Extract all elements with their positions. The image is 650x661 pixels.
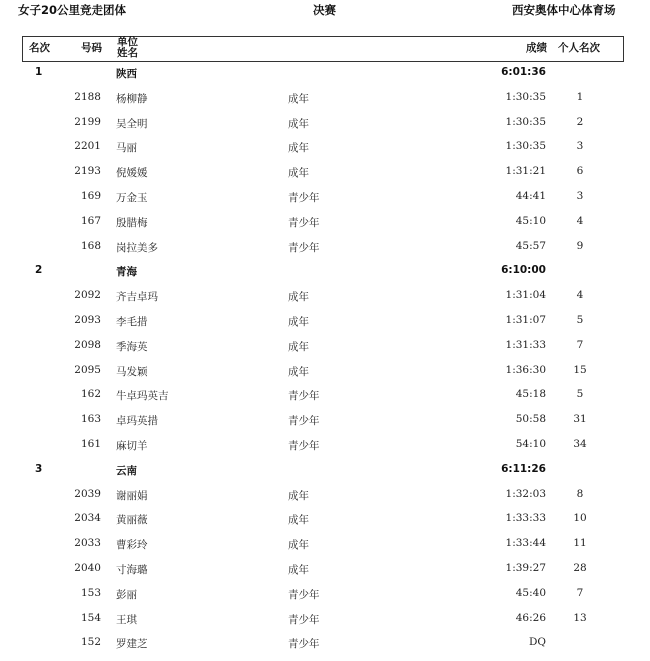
athlete-place: 8 — [576, 487, 584, 500]
athlete-name: 齐吉卓玛 — [116, 291, 158, 304]
athlete-time: 1:31:07 — [505, 314, 546, 326]
athlete-name: 彭丽 — [116, 588, 137, 601]
athlete-name: 麻切羊 — [116, 440, 148, 452]
athlete-row — [0, 337, 650, 355]
athlete-place: 7 — [576, 338, 584, 351]
athlete-row — [0, 362, 650, 380]
team-time: 6:11:26 — [501, 462, 546, 475]
team-row — [0, 461, 650, 479]
athlete-row — [0, 411, 650, 429]
athlete-time: 1:31:04 — [505, 289, 546, 302]
athlete-row — [0, 510, 650, 528]
athlete-name: 罗建芝 — [116, 638, 148, 651]
athlete-place: 5 — [576, 388, 584, 401]
athlete-category: 成年 — [288, 539, 309, 552]
athlete-name: 寸海璐 — [116, 564, 148, 576]
athlete-bib: 2095 — [74, 363, 101, 376]
athlete-row — [0, 138, 650, 156]
athlete-category: 青少年 — [288, 588, 320, 601]
athlete-row — [0, 163, 650, 181]
athlete-category: 成年 — [288, 117, 309, 130]
athlete-name: 曹彩玲 — [116, 539, 148, 552]
round-title: 决赛 — [313, 3, 336, 17]
col-name-label: 姓名 — [117, 47, 138, 59]
athlete-bib: 2199 — [74, 115, 101, 128]
athlete-time: 45:57 — [515, 239, 546, 252]
team-name: 云南 — [116, 464, 137, 477]
athlete-row — [0, 287, 650, 305]
athlete-time: 1:33:44 — [505, 537, 546, 550]
athlete-name: 吴全明 — [116, 117, 148, 130]
athlete-row — [0, 486, 650, 504]
team-rank: 1 — [35, 66, 43, 78]
athlete-time: 45:40 — [515, 586, 546, 599]
athlete-category: 青少年 — [288, 613, 320, 626]
athlete-bib: 167 — [80, 214, 101, 227]
athlete-time: 1:39:27 — [505, 562, 546, 574]
athlete-row — [0, 634, 650, 652]
athlete-category: 成年 — [288, 92, 309, 105]
athlete-row — [0, 188, 650, 206]
athlete-name: 杨柳静 — [116, 92, 148, 105]
athlete-bib: 161 — [80, 438, 101, 450]
athlete-time: 1:30:35 — [505, 115, 546, 128]
athlete-bib: 2092 — [74, 289, 101, 302]
athlete-category: 青少年 — [288, 241, 320, 254]
athlete-time: 45:10 — [515, 214, 546, 227]
athlete-category: 青少年 — [288, 216, 320, 229]
athlete-row — [0, 610, 650, 628]
athlete-bib: 153 — [80, 586, 101, 599]
athlete-place: 3 — [576, 140, 584, 153]
athlete-place: 3 — [576, 190, 584, 202]
athlete-time: 50:58 — [515, 413, 546, 426]
team-rank: 3 — [35, 462, 43, 475]
athlete-category: 成年 — [288, 489, 309, 502]
team-name: 陕西 — [116, 68, 137, 80]
event-title: 女子20公里竞走团体 — [18, 3, 127, 17]
athlete-bib: 162 — [80, 388, 101, 401]
athlete-place: 9 — [576, 239, 584, 252]
athlete-name: 李毛措 — [116, 316, 148, 328]
athlete-name: 谢丽娟 — [116, 489, 148, 502]
athlete-place: 6 — [576, 165, 584, 178]
team-time: 6:01:36 — [501, 66, 546, 78]
athlete-time: 1:33:33 — [505, 512, 546, 525]
athlete-bib: 2040 — [74, 562, 101, 574]
venue-title: 西安奥体中心体育场 — [512, 3, 616, 17]
athlete-bib: 152 — [80, 636, 101, 649]
athlete-time: 1:36:30 — [505, 363, 546, 376]
athlete-bib: 168 — [80, 239, 101, 252]
athlete-name: 季海英 — [116, 340, 148, 353]
athlete-time: DQ — [528, 636, 546, 649]
athlete-bib: 2033 — [74, 537, 101, 550]
col-rank: 名次 — [29, 42, 50, 54]
athlete-place: 28 — [573, 562, 587, 574]
athlete-name: 岗拉美多 — [116, 241, 158, 254]
athlete-time: 45:18 — [515, 388, 546, 401]
athlete-place: 11 — [573, 537, 587, 550]
athlete-category: 青少年 — [288, 415, 320, 428]
athlete-place: 5 — [576, 314, 584, 326]
athlete-bib: 2093 — [74, 314, 101, 326]
athlete-name: 卓玛英措 — [116, 415, 158, 428]
team-row — [0, 64, 650, 82]
athlete-row — [0, 535, 650, 553]
athlete-category: 成年 — [288, 291, 309, 304]
athlete-name: 黄丽薇 — [116, 514, 148, 527]
athlete-row — [0, 585, 650, 603]
team-time: 6:10:00 — [501, 264, 546, 277]
athlete-row — [0, 386, 650, 404]
athlete-category: 青少年 — [288, 638, 320, 651]
athlete-place: 10 — [573, 512, 587, 525]
athlete-time: 1:32:03 — [505, 487, 546, 500]
athlete-name: 王琪 — [116, 613, 137, 626]
athlete-place: 7 — [576, 586, 584, 599]
athlete-category: 青少年 — [288, 192, 320, 204]
athlete-row — [0, 312, 650, 330]
athlete-row — [0, 560, 650, 578]
col-result: 成绩 — [526, 42, 547, 54]
athlete-bib: 163 — [80, 413, 101, 426]
athlete-time: 1:30:35 — [505, 90, 546, 103]
athlete-time: 1:30:35 — [505, 140, 546, 153]
athlete-row — [0, 238, 650, 256]
team-name: 青海 — [116, 266, 137, 279]
athlete-bib: 2039 — [74, 487, 101, 500]
athlete-time: 54:10 — [515, 438, 546, 450]
col-individual-rank: 个人名次 — [558, 42, 600, 54]
col-bib: 号码 — [81, 42, 102, 54]
col-unit-label: 单位 — [117, 36, 138, 48]
athlete-row — [0, 114, 650, 132]
athlete-category: 青少年 — [288, 390, 320, 403]
athlete-bib: 2098 — [74, 338, 101, 351]
athlete-place: 15 — [573, 363, 587, 376]
athlete-category: 青少年 — [288, 440, 320, 452]
athlete-place: 34 — [573, 438, 587, 450]
athlete-place: 4 — [576, 214, 584, 227]
athlete-place: 13 — [573, 611, 587, 624]
athlete-name: 马丽 — [116, 142, 137, 155]
athlete-bib: 2188 — [74, 90, 101, 103]
athlete-bib: 2193 — [74, 165, 101, 178]
athlete-row — [0, 213, 650, 231]
athlete-category: 成年 — [288, 316, 309, 328]
athlete-place: 4 — [576, 289, 584, 302]
athlete-time: 1:31:33 — [505, 338, 546, 351]
athlete-name: 马发颖 — [116, 365, 148, 378]
team-rank: 2 — [35, 264, 43, 277]
athlete-row — [0, 436, 650, 454]
athlete-bib: 169 — [80, 190, 101, 202]
athlete-time: 44:41 — [515, 190, 546, 202]
athlete-time: 46:26 — [515, 611, 546, 624]
athlete-name: 牛卓玛英吉 — [116, 390, 169, 403]
athlete-category: 成年 — [288, 514, 309, 527]
athlete-row — [0, 89, 650, 107]
athlete-name: 万金玉 — [116, 192, 148, 204]
athlete-name: 殷腊梅 — [116, 216, 148, 229]
team-row — [0, 262, 650, 280]
athlete-name: 倪媛媛 — [116, 167, 148, 180]
athlete-bib: 154 — [80, 611, 101, 624]
athlete-place: 2 — [576, 115, 584, 128]
athlete-category: 成年 — [288, 167, 309, 180]
athlete-bib: 2201 — [74, 140, 101, 153]
athlete-category: 成年 — [288, 564, 309, 576]
athlete-time: 1:31:21 — [505, 165, 546, 178]
athlete-bib: 2034 — [74, 512, 101, 525]
athlete-category: 成年 — [288, 340, 309, 353]
athlete-place: 1 — [576, 90, 584, 103]
athlete-category: 成年 — [288, 365, 309, 378]
athlete-place: 31 — [573, 413, 587, 426]
athlete-category: 成年 — [288, 142, 309, 155]
